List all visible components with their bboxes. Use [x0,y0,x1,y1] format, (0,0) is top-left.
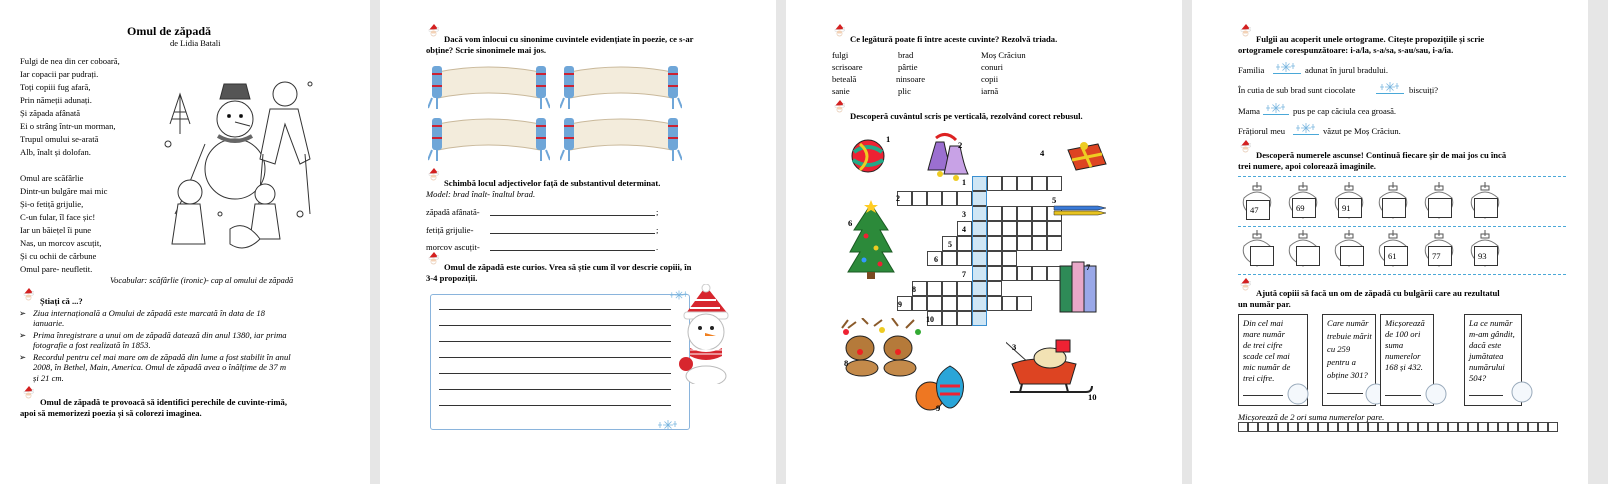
task-line: Omul de zăpadă te provoacă să identifici perechile de cuvinte-rimă, [40,397,287,407]
crossword-cell[interactable] [957,236,972,251]
santa-icon [1240,278,1251,291]
grid-cell[interactable] [1478,422,1488,432]
adjective-row-label: fetiță grijulie- [426,225,474,235]
crossword-cell[interactable] [1017,236,1032,251]
number-box[interactable] [1292,198,1316,218]
question-1: Dacă vom înlocui cu sinonime cuvintele evidențiate în poezie, ce s-ar [444,34,694,44]
card-line: de 100 ori [1385,329,1421,339]
crossword-cell[interactable] [1002,206,1017,221]
fact-line: Recordul pentru cel mai mare om de zăpadă din lume a fost stabilit în anul [33,352,291,362]
card-line: cu 259 [1327,344,1351,354]
crossword-cell[interactable] [987,266,1002,281]
grid-cell[interactable] [1498,422,1508,432]
snowflake-icon [1266,102,1286,114]
rebus-number: 5 [948,240,952,249]
crossword-cell[interactable] [1017,296,1032,311]
ornaments-illustration [910,356,980,416]
triad-word: ninsoare [896,74,926,84]
grid-cell[interactable] [1538,422,1548,432]
crossword-cell[interactable] [942,311,957,326]
rebus-number: 6 [934,255,938,264]
grid-cell[interactable] [1438,422,1448,432]
grid-cell[interactable] [1458,422,1468,432]
rebus-number: 2 [896,194,900,203]
grid-cell[interactable] [1448,422,1458,432]
scarf-banner[interactable] [560,60,682,110]
poem-line: Și zăpada afânată [20,108,81,118]
rebus-number: 7 [962,270,966,279]
triad-word: iarnă [981,86,999,96]
poem-line: Iar un băiețel îi pune [20,225,92,235]
card-line: numerelor [1385,351,1421,361]
rebus-number: 9 [898,300,902,309]
sentence-part: biscuiți? [1409,85,1439,95]
writing-line[interactable] [439,357,671,358]
question-numbers-line-2: trei numere, apoi colorează imaginile. [1238,161,1376,171]
picture-number: 10 [1088,392,1097,402]
grid-cell[interactable] [1408,422,1418,432]
triad-word: Moș Crăciun [981,50,1026,60]
crossword-cell[interactable] [1047,236,1062,251]
page-1 [0,0,370,484]
triad-word: conuri [981,62,1003,72]
sleigh-illustration [1006,334,1096,404]
ortogram-blank[interactable] [1263,114,1289,115]
card-line: 504? [1469,373,1487,383]
sentence-part: Mama [1238,106,1260,116]
row-end-mark: ; [656,225,659,235]
fact-line: Ziua internațională a Omului de zăpadă este marcată în data de 18 [33,308,265,318]
answer-line[interactable] [490,233,655,234]
snowball-icon[interactable] [1286,382,1310,406]
crossword-cell[interactable] [987,236,1002,251]
number-value: 61 [1388,251,1397,261]
santa-icon [1240,140,1251,153]
rebus-number: 4 [962,225,966,234]
crossword-cell[interactable] [957,251,972,266]
grid-cell[interactable] [1358,422,1368,432]
answer-line[interactable] [490,250,655,251]
writing-box[interactable] [430,294,690,430]
poem-author: de Lidia Batali [170,38,221,48]
number-box[interactable] [1296,246,1320,266]
crossword-cell[interactable] [1032,266,1047,281]
santa-icon [23,288,34,301]
row-end-mark: . [656,242,659,252]
crossword-cell[interactable] [1047,176,1062,191]
grid-cell[interactable] [1288,422,1298,432]
grid-cell[interactable] [1378,422,1388,432]
writing-line[interactable] [439,309,671,310]
santa-icon [23,386,34,399]
card-line: trei cifre. [1243,373,1275,383]
poem-title: Omul de zăpadă [127,24,212,38]
card-line: de trei cifre [1243,340,1283,350]
fact-line: 2008, în Bethel, Main, America. Omul de zăpadă avea o înălțime de 37 m [33,362,287,372]
sentence-part: Familia [1238,65,1265,75]
card-line: trebuie mărit [1327,331,1372,341]
snowball-icon[interactable] [1424,382,1448,406]
grid-cell[interactable] [1298,422,1308,432]
fact-line: Prima înregistrare a unui om de zăpadă datează din anul 1380, iar prima [33,330,287,340]
grid-cell[interactable] [1238,422,1248,432]
picture-number: 1 [886,134,891,144]
books-illustration [1056,258,1106,314]
question-3-line-2: 3-4 propoziții. [426,273,478,283]
triad-word: brad [898,50,914,60]
sentence-part: văzut pe Moș Crăciun. [1323,126,1401,136]
grid-cell[interactable] [1328,422,1338,432]
adjective-row-label: zăpadă afânată- [426,207,480,217]
writing-line[interactable] [439,389,671,390]
triad-word: beteală [832,74,857,84]
scarf-banner[interactable] [428,60,550,110]
card-line: Micșorează [1385,318,1425,328]
dashed-separator [1238,176,1566,177]
bullet-icon: ➢ [19,330,27,340]
scarf-banner[interactable] [560,112,682,162]
number-value: 77 [1432,251,1441,261]
snowball-icon[interactable] [1510,380,1534,404]
snowman-children-illustration [150,64,320,264]
facts-title: Știați că ...? [40,296,83,306]
crossword-cell[interactable] [987,176,1002,191]
santa-icon [428,252,439,265]
page-2 [380,0,776,484]
triad-word: copii [981,74,999,84]
grid-cell[interactable] [1308,422,1318,432]
card-line: mic număr de [1243,362,1291,372]
snowflake-icon [1380,81,1400,93]
answer-line[interactable] [1243,395,1283,396]
sentence-part: pus pe cap căciula cea groasă. [1293,106,1397,116]
snowflake-icon [658,418,678,432]
crossword-cell[interactable] [942,191,957,206]
card-line: Din cel mai [1243,318,1284,328]
question-numbers: Descoperă numerele ascunse! Continuă fiecare șir de mai jos cu încă [1256,150,1507,160]
crossword-cell[interactable] [1032,221,1047,236]
question-rebus: Descoperă cuvântul scris pe verticală, rezolvând corect rebusul. [850,111,1083,121]
grid-cell[interactable] [1528,422,1538,432]
solution-column [972,176,987,326]
number-box[interactable] [1474,246,1498,266]
card-line: numărului [1469,362,1505,372]
crossword-cell[interactable] [957,296,972,311]
crossword-cell[interactable] [987,281,1002,296]
fact-line: și 21 cm. [33,373,64,383]
crossword-cell[interactable] [1017,206,1032,221]
crossword-cell[interactable] [1017,221,1032,236]
grid-cell[interactable] [1488,422,1498,432]
fact-line: fotografie a fost realizată în 1853. [33,340,151,350]
number-box[interactable] [1428,198,1452,218]
crossword-cell[interactable] [1032,176,1047,191]
picture-number: 7 [1086,262,1091,272]
adjective-row-label: morcov ascuțit- [426,242,480,252]
snowflake-icon [1296,122,1316,134]
crossword-cell[interactable] [927,191,942,206]
number-box[interactable] [1250,246,1274,266]
bullet-icon: ➢ [19,308,27,318]
grid-cell[interactable] [1258,422,1268,432]
ortogram-blank[interactable] [1293,134,1319,135]
number-value: 69 [1296,203,1305,213]
grid-cell[interactable] [1248,422,1258,432]
poem-line: Fulgi de nea din cer coboară, [20,56,120,66]
crossword-cell[interactable] [912,191,927,206]
sentence-part: În cutia de sub brad sunt ciocolate [1238,85,1356,95]
picture-number: 9 [936,403,941,413]
triad-word: scrisoare [832,62,863,72]
card-line: dacă este [1469,340,1502,350]
crossword-cell[interactable] [1002,266,1017,281]
crossword-cell[interactable] [957,281,972,296]
writing-line[interactable] [439,325,671,326]
crossword-cell[interactable] [987,206,1002,221]
vocabulary: Vocabular: scăfârlie (ironic)- cap al omului de zăpadă [110,276,294,285]
rebus-number: 3 [962,210,966,219]
poem-line: C-un fular, îl face șic! [20,212,96,222]
christmas-tree-illustration [846,200,896,280]
grid-cell[interactable] [1368,422,1378,432]
number-box[interactable] [1474,198,1498,218]
crossword-cell[interactable] [1002,296,1017,311]
writing-line[interactable] [439,405,671,406]
writing-line[interactable] [439,373,671,374]
card-line: pentru a [1327,357,1356,367]
card-line: mare număr [1243,329,1285,339]
grid-cell[interactable] [1548,422,1558,432]
crossword-cell[interactable] [942,281,957,296]
poem-line: Și-o fetiță grijulie, [20,199,84,209]
crossword-cell[interactable] [957,191,972,206]
question-orthograms-line-2: ortogramele corespunzătoare: i-a/la, s-a/sa, s-au/sau, i-a/ia. [1238,45,1454,55]
poem-line: Prin nămeții adunați. [20,95,92,105]
number-value: 93 [1478,251,1487,261]
poem-line: Dintr-un bulgăre mai mic [20,186,108,196]
poem-line: Toți copiii fug afară, [20,82,91,92]
card-line: scade cel mai [1243,351,1290,361]
answer-line[interactable] [490,215,655,216]
dashed-separator [1238,226,1566,227]
question-snowballs-line-2: un număr par. [1238,299,1291,309]
sentence-part: adunat în jurul bradului. [1305,65,1389,75]
card-line: jumătatea [1469,351,1504,361]
crossword-cell[interactable] [987,221,1002,236]
poem-line: Nas, un morcov ascuțit, [20,238,102,248]
crossword-cell[interactable] [1032,206,1047,221]
snowman-peeking-illustration [676,284,736,384]
page-4 [1192,0,1588,484]
picture-number: 3 [1012,342,1017,352]
final-task: Micșorează de 2 ori suma numerelor pare. [1238,412,1385,422]
scarf-banner[interactable] [428,112,550,162]
crossword-cell[interactable] [942,251,957,266]
crossword-cell[interactable] [927,296,942,311]
grid-cell[interactable] [1518,422,1528,432]
answer-line[interactable] [1385,395,1421,396]
bullet-icon: ➢ [19,352,27,362]
number-box[interactable] [1384,246,1408,266]
picture-number: 5 [1052,195,1057,205]
fact-line: ianuarie. [33,318,65,328]
crossword-cell[interactable] [957,311,972,326]
triad-word: sanie [832,86,850,96]
question-1-line-2: obține? Scrie sinonimele mai jos. [426,45,547,55]
dashed-separator [1238,274,1566,275]
picture-number: 2 [958,140,963,150]
crossword-cell[interactable] [942,296,957,311]
question-2: Schimbă locul adjectivelor față de substantivul determinat. [444,178,661,188]
grid-cell[interactable] [1398,422,1408,432]
question-3: Omul de zăpadă este curios. Vrea să știe cum îl vor descrie copiii, în [444,262,692,272]
picture-number: 8 [844,358,849,368]
model-example: Model: brad înalt- înaltul brad. [426,189,536,199]
triad-word: fulgi [832,50,849,60]
santa-icon [428,168,439,181]
crossword-cell[interactable] [1002,176,1017,191]
grid-cell[interactable] [1428,422,1438,432]
rebus-number: 10 [926,315,934,324]
card-line: La ce număr [1469,318,1513,328]
number-value: 91 [1342,203,1351,213]
writing-line[interactable] [439,341,671,342]
question-orthograms: Fulgii au acoperit unele ortograme. Citește propozițiile și scrie [1256,34,1485,44]
poem-line: Omul are scăfârlie [20,173,84,183]
grid-cell[interactable] [1318,422,1328,432]
row-end-mark: ; [656,207,659,217]
number-box[interactable] [1340,246,1364,266]
answer-line[interactable] [1469,395,1503,396]
santa-icon [834,24,845,37]
crossword-cell[interactable] [1017,266,1032,281]
crossword-cell[interactable] [1002,236,1017,251]
card-line: suma [1385,340,1404,350]
triad-word: plic [898,86,911,96]
ortogram-blank[interactable] [1376,93,1404,94]
grid-cell[interactable] [1388,422,1398,432]
poem-line: Omul pare- neufletit. [20,264,93,274]
card-line: m-am gândit, [1469,329,1515,339]
gift-illustration [1062,140,1112,174]
grid-cell[interactable] [1338,422,1348,432]
card-line: Care număr [1327,318,1369,328]
triad-word: pârtie [898,62,918,72]
number-value: 47 [1250,205,1259,215]
crossword-cell[interactable] [1047,221,1062,236]
crossword-cell[interactable] [987,251,1002,266]
crossword-cell[interactable] [912,296,927,311]
number-box[interactable] [1382,198,1406,218]
santa-icon [428,24,439,37]
crossword-cell[interactable] [987,296,1002,311]
answer-line[interactable] [1327,393,1363,394]
card-line: 168 și 432. [1385,362,1423,372]
number-box[interactable] [1246,200,1270,220]
card-line: obține 301? [1327,370,1368,380]
rebus-number: 1 [962,178,966,187]
grid-cell[interactable] [1508,422,1518,432]
grid-cell[interactable] [1268,422,1278,432]
grid-cell[interactable] [1468,422,1478,432]
number-box[interactable] [1428,246,1452,266]
snowflake-icon [1276,61,1296,73]
poem-line: Ei o strâng într-un morman, [20,121,116,131]
crossword-cell[interactable] [1002,251,1017,266]
page-3 [786,0,1182,484]
number-box[interactable] [1338,198,1362,218]
pencils-illustration [1052,204,1108,218]
picture-number: 4 [1040,148,1045,158]
crossword-cell[interactable] [927,281,942,296]
santa-icon [1240,24,1251,37]
grid-cell[interactable] [1418,422,1428,432]
picture-number: 6 [848,218,853,228]
task-line: apoi să memorizezi poezia și să colorezi imaginea. [20,408,202,418]
question-snowballs: Ajută copiii să facă un om de zăpadă cu bulgării care au rezultatul [1256,288,1500,298]
sentence-part: Frățiorul meu [1238,126,1286,136]
santa-icon [834,100,845,113]
question-triad: Ce legătură poate fi între aceste cuvinte? Rezolvă triada. [850,34,1058,44]
crossword-cell[interactable] [1017,176,1032,191]
rebus-number: 8 [912,285,916,294]
poem-line: Trupul omului se-arată [20,134,99,144]
grid-cell[interactable] [1278,422,1288,432]
ortogram-blank[interactable] [1273,73,1301,74]
poem-line: Iar copacii par pudrați. [20,69,99,79]
crossword-cell[interactable] [1032,236,1047,251]
poem-line: Alb, înalt și dolofan. [20,147,91,157]
grid-cell[interactable] [1348,422,1358,432]
bells-illustration [926,132,974,184]
poem-line: Și cu ochii de cărbune [20,251,97,261]
crossword-cell[interactable] [1002,221,1017,236]
